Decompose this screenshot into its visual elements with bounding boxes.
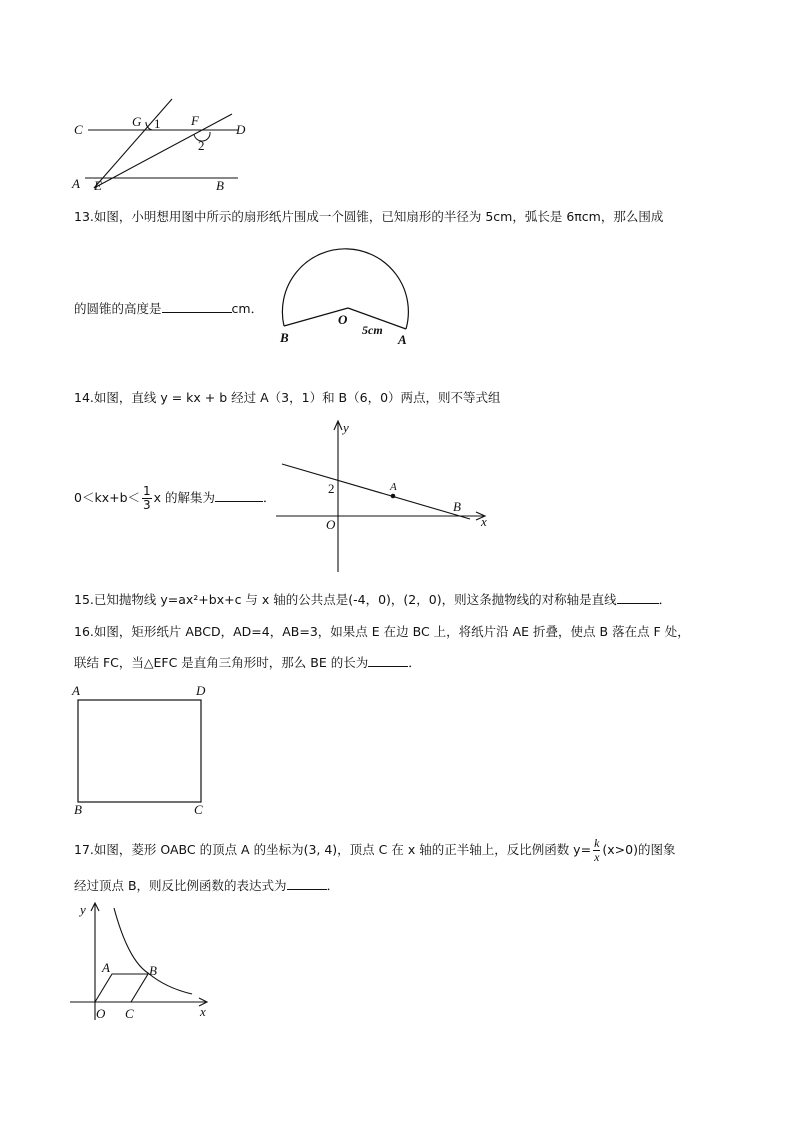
sector-figure	[272, 246, 422, 348]
q15-answer-blank[interactable]	[617, 591, 659, 604]
q14-answer-blank[interactable]	[215, 489, 263, 502]
q15-body: 15.已知抛物线 y=ax²+bx+c 与 x 轴的公共点是(-4，0)，(2，0)，则这条抛物线的对称轴是直线	[74, 592, 617, 607]
label-g: G	[132, 114, 142, 129]
rect-label-d: D	[196, 683, 206, 698]
transversal-ef	[94, 114, 232, 188]
q17-line1	[74, 836, 675, 864]
q14-ineq-prefix: 0＜kx+b＜	[74, 490, 140, 505]
point-a	[391, 494, 396, 499]
hyperbola-rhombus-figure	[68, 898, 218, 1024]
origin-label-o: O	[326, 517, 336, 532]
q14-fraction-num: 1	[143, 484, 151, 498]
label-a: A	[72, 176, 80, 191]
q13-line2-prefix: 的圆锥的高度是	[74, 301, 162, 316]
rect-label-c: C	[194, 802, 203, 817]
q14-fraction-den: 3	[143, 498, 151, 512]
label-f: F	[191, 113, 199, 128]
label-1: 1	[154, 116, 161, 131]
q14-fraction	[142, 485, 152, 512]
q13-answer-blank[interactable]	[162, 300, 232, 313]
vertex-label-c: C	[125, 1006, 134, 1021]
q15-end: ．	[658, 592, 672, 607]
axis-label-x: x	[481, 514, 487, 529]
hyperbola-curve	[114, 908, 192, 994]
transversal-eg	[94, 99, 172, 188]
parallel-lines-figure	[70, 96, 260, 196]
label-2: 2	[198, 138, 205, 153]
q17-answer-blank[interactable]	[287, 877, 327, 890]
sector-label-radius: 5cm	[362, 323, 383, 337]
q17-line2-prefix: 经过顶点 B，则反比例函数的表达式为	[74, 878, 287, 893]
q17-fraction-den: x	[594, 850, 600, 864]
q15-text	[74, 591, 671, 608]
q17-line1-suffix: (x>0)的图象	[602, 842, 676, 857]
vertex-label-a: A	[102, 960, 110, 975]
rectangle-figure	[66, 684, 216, 818]
sector-label-b: B	[280, 330, 289, 345]
vertex-label-b: B	[149, 963, 157, 978]
q13-line2	[74, 300, 263, 317]
label-d: D	[236, 122, 246, 137]
rect-label-a: A	[72, 683, 80, 698]
rect-label-b: B	[74, 802, 82, 817]
vertex-label-o: O	[96, 1006, 106, 1021]
q16-line1: 16.如图，矩形纸片 ABCD，AD=4，AB=3，如果点 E 在边 BC 上，将纸片沿 AE 折叠，使点 B 落在点 F 处，	[74, 624, 690, 639]
q16-line2	[74, 654, 421, 671]
q14-line1: 14.如图，直线 y = kx + b 经过 A（3，1）和 B（6，0）两点，则不等式组	[74, 390, 501, 405]
label-b: B	[216, 178, 224, 193]
q16-line2-prefix: 联结 FC，当△EFC 是直角三角形时，那么 BE 的长为	[74, 655, 369, 670]
label-e: E	[94, 178, 102, 193]
q16-answer-blank[interactable]	[368, 654, 408, 667]
q14-ineq-end: ．	[263, 490, 276, 505]
linear-function-figure	[272, 418, 497, 574]
axis-label-y: y	[343, 420, 349, 435]
q13-line1: 13.如图，小明想用图中所示的扇形纸片围成一个圆锥，已知扇形的半径为 5cm，弧长是 6πcm，那么围成	[74, 209, 664, 224]
q16-line2-end: ．	[408, 655, 421, 670]
q17-fraction	[593, 837, 600, 864]
sector-label-a: A	[398, 332, 407, 347]
sector-label-o: O	[338, 312, 348, 327]
label-c: C	[74, 122, 83, 137]
q13-line2-suffix: cm．	[231, 301, 264, 316]
point-label-a: A	[390, 481, 397, 493]
rhombus-oabc	[95, 974, 148, 1002]
q17-line1-prefix: 17.如图，菱形 OABC 的顶点 A 的坐标为(3, 4)，顶点 C 在 x 轴的正半轴上，反比例函数 y=	[74, 842, 592, 857]
tick-label-2: 2	[328, 481, 335, 496]
q17-fraction-num: k	[594, 836, 600, 850]
q14-line2	[74, 484, 276, 512]
axis-label-y: y	[80, 902, 86, 917]
point-label-b: B	[453, 499, 461, 514]
q17-line2	[74, 877, 339, 894]
rectangle-abcd	[78, 700, 201, 802]
line-y-kx-b	[282, 464, 470, 519]
q14-ineq-suffix: x 的解集为	[153, 490, 216, 505]
axis-label-x: x	[200, 1004, 206, 1019]
q17-line2-end: ．	[326, 878, 340, 893]
